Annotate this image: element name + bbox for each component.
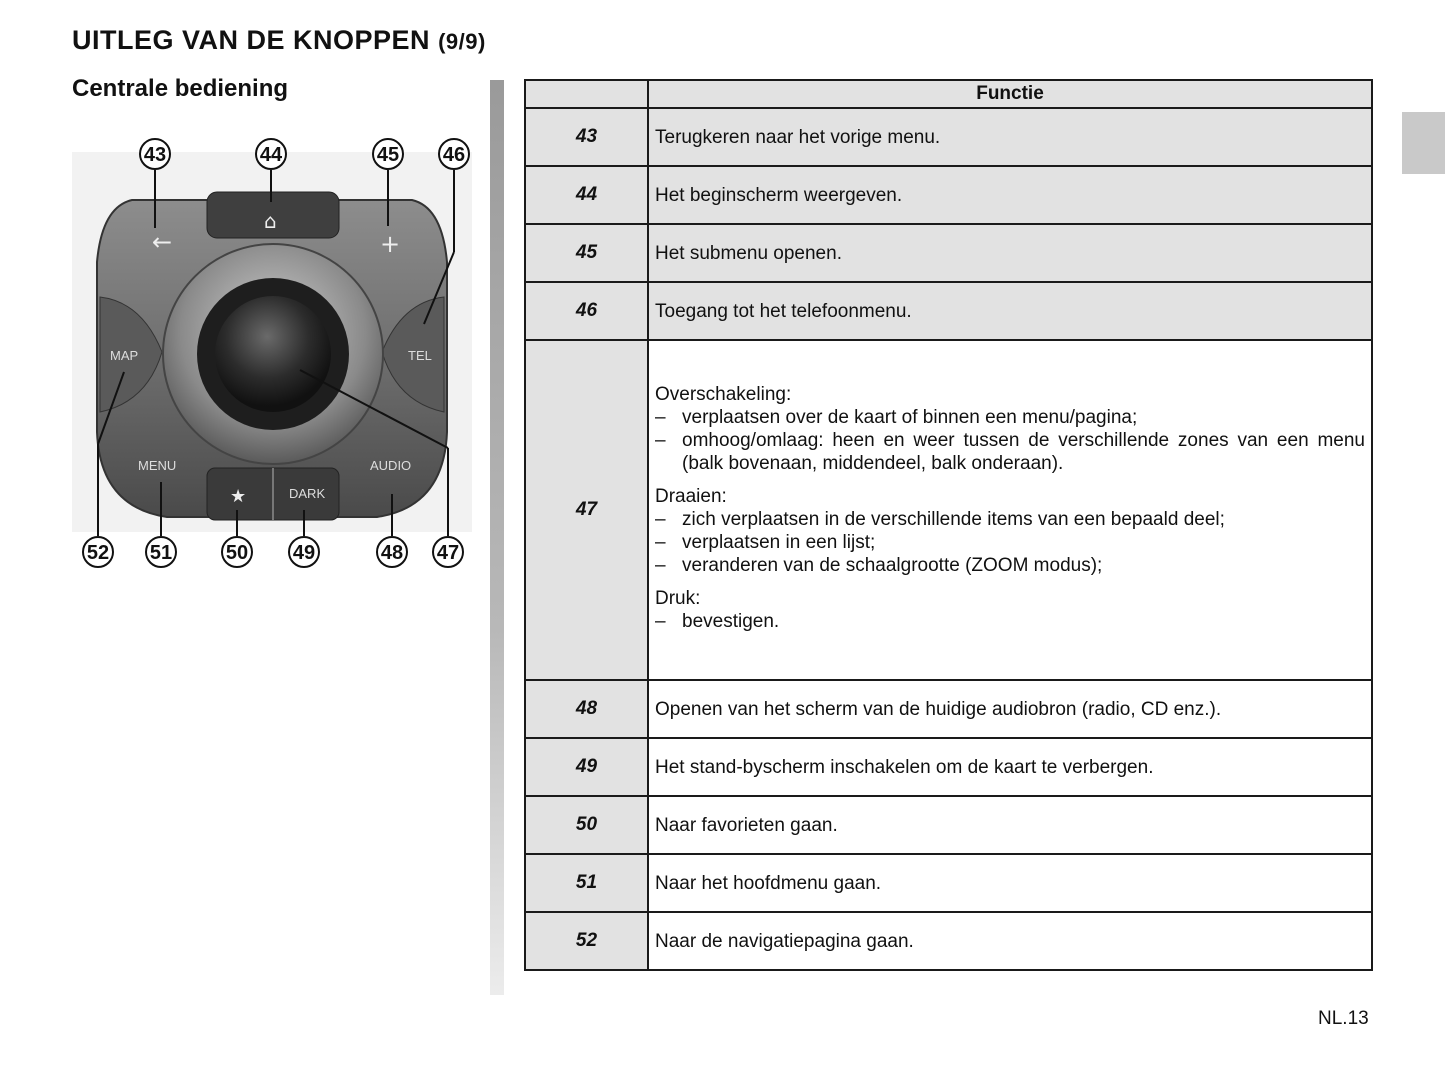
row-num: 46 (525, 282, 648, 340)
svg-text:46: 46 (442, 144, 466, 166)
table-row (525, 854, 1372, 912)
svg-text:50: 50 (225, 542, 249, 564)
svg-text:47: 47 (436, 542, 460, 564)
header-num-cell (525, 80, 648, 108)
section-side-tab (1402, 112, 1445, 174)
table-row (525, 340, 1372, 680)
svg-text:⌂: ⌂ (264, 209, 277, 233)
svg-text:48: 48 (380, 542, 404, 564)
table-row (525, 796, 1372, 854)
dash-item-text: verplaatsen in een lijst; (682, 532, 876, 553)
desc-block (655, 383, 1365, 475)
table-row (525, 108, 1372, 166)
controller-illustration (72, 132, 472, 577)
row-text-block (648, 340, 1372, 680)
desc-block-heading: Overschakeling: (655, 384, 792, 405)
function-table (524, 79, 1373, 971)
svg-text:★: ★ (230, 486, 247, 507)
dash-item-text: bevestigen. (682, 611, 780, 632)
row-num: 52 (525, 912, 648, 970)
svg-text:49: 49 (292, 542, 316, 564)
svg-text:TEL: TEL (408, 348, 432, 363)
svg-text:+: + (380, 230, 401, 258)
page-title (72, 22, 486, 60)
row-text: Naar het hoofdmenu gaan. (648, 854, 1372, 912)
dash-item-text: omhoog/omlaag: heen en weer tussen de verschillende zones van een menu (balk bovenaan, middendeel, balk onderaan). (682, 430, 1365, 474)
dash-item-text: verplaatsen over de kaart of binnen een menu/pagina; (682, 407, 1138, 428)
table-row (525, 680, 1372, 738)
page-title-part: (9/9) (438, 29, 486, 54)
svg-text:MENU: MENU (138, 458, 177, 473)
dash-item-text: veranderen van de schaalgrootte (ZOOM modus); (682, 555, 1103, 576)
row-text: Naar de navigatiepagina gaan. (648, 912, 1372, 970)
dash-item: – veranderen van de schaalgrootte (ZOOM modus); (655, 554, 1365, 577)
row-text: Openen van het scherm van de huidige audiobron (radio, CD enz.). (648, 680, 1372, 738)
desc-block-heading: Draaien: (655, 486, 727, 507)
row-text: Het submenu openen. (648, 224, 1372, 282)
row-text: Toegang tot het telefoonmenu. (648, 282, 1372, 340)
desc-block-heading: Druk: (655, 588, 701, 609)
row-num: 49 (525, 738, 648, 796)
row-text: Terugkeren naar het vorige menu. (648, 108, 1372, 166)
row-text: Naar favorieten gaan. (648, 796, 1372, 854)
dash-item: – omhoog/omlaag: heen en weer tussen de verschillende zones van een menu (balk bovenaan, middendeel, balk onderaan). (655, 430, 1365, 474)
table-row (525, 912, 1372, 970)
svg-text:45: 45 (376, 144, 400, 166)
dash-item: – bevestigen. (655, 610, 1365, 633)
desc-block (655, 485, 1365, 577)
row-num: 51 (525, 854, 648, 912)
row-num: 48 (525, 680, 648, 738)
row-num: 45 (525, 224, 648, 282)
dash-item: – zich verplaatsen in de verschillende items van een bepaald deel; (655, 508, 1365, 531)
row-num: 50 (525, 796, 648, 854)
desc-block (655, 587, 1365, 633)
row-num: 43 (525, 108, 648, 166)
table-row (525, 282, 1372, 340)
table-row (525, 224, 1372, 282)
svg-text:MAP: MAP (110, 348, 139, 363)
page-number: NL.13 (1318, 1008, 1369, 1029)
table-header (525, 80, 1372, 108)
table-row (525, 738, 1372, 796)
table-row (525, 166, 1372, 224)
column-divider (490, 80, 504, 995)
svg-text:AUDIO: AUDIO (370, 458, 412, 473)
dash-item-text: zich verplaatsen in de verschillende items van een bepaald deel; (682, 509, 1225, 530)
svg-text:←: ← (152, 228, 173, 256)
dash-item: – verplaatsen in een lijst; (655, 531, 1365, 554)
row-text: Het stand-byscherm inschakelen om de kaart te verbergen. (648, 738, 1372, 796)
svg-text:52: 52 (86, 542, 110, 564)
row-num: 47 (525, 340, 648, 680)
svg-text:51: 51 (149, 542, 173, 564)
svg-text:DARK: DARK (289, 486, 326, 501)
row-text: Het beginscherm weergeven. (648, 166, 1372, 224)
page-title-text: UITLEG VAN DE KNOPPEN (72, 25, 431, 55)
section-title: Centrale bediening (72, 75, 289, 102)
header-function-cell: Functie (648, 80, 1372, 108)
row-num: 44 (525, 166, 648, 224)
svg-text:44: 44 (259, 144, 283, 166)
svg-text:43: 43 (143, 144, 167, 166)
dash-item: – verplaatsen over de kaart of binnen een menu/pagina; (655, 406, 1365, 429)
